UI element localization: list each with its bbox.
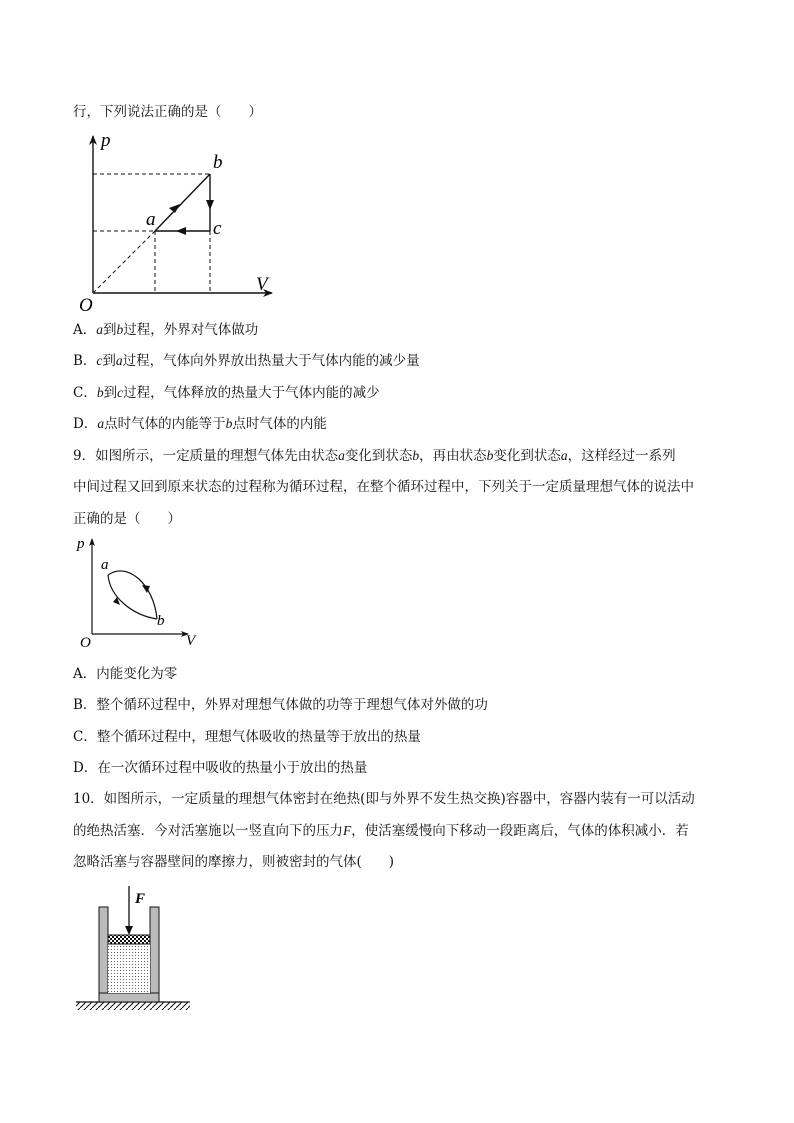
q9-label-v: V xyxy=(186,633,196,649)
q9-label-b: b xyxy=(157,613,165,629)
q9-option-c: C．整个循环过程中，理想气体吸收的热量等于放出的热量 xyxy=(73,729,421,745)
q8-line-a-to-b xyxy=(155,174,210,231)
q10-container-bottom xyxy=(99,993,159,1002)
q9-label-o: O xyxy=(80,635,91,651)
q8-label-c: c xyxy=(213,218,222,239)
q9-label-a: a xyxy=(101,557,109,573)
q10-stem-line-2: 的绝热活塞．今对活塞施以一竖直向下的压力F，使活塞缓慢向下移动一段距离后，气体的体积减小．若 xyxy=(73,823,689,839)
q10-stem-line-3: 忽略活塞与容器壁间的摩擦力，则被密封的气体( ) xyxy=(73,854,395,870)
q8-arrow-a-to-b xyxy=(169,204,180,213)
q9-option-d: D．在一次循环过程中吸收的热量小于放出的热量 xyxy=(73,760,368,776)
q10-gas xyxy=(108,944,150,993)
q8-option-a: A．a到b过程，外界对气体做功 xyxy=(73,322,259,338)
q8-label-p: p xyxy=(101,130,111,151)
q10-container-diagram xyxy=(74,882,194,1017)
q8-label-o: O xyxy=(79,295,93,316)
q8-label-v: V xyxy=(256,274,268,295)
q10-container-left-wall xyxy=(99,907,108,1002)
q8-label-a: a xyxy=(146,209,156,230)
q8-label-b: b xyxy=(213,152,223,173)
q9-stem-line-1: 9．如图所示，一定质量的理想气体先由状态a变化到状态b，再由状态b变化到状态a，这样经过一系列 xyxy=(73,448,676,464)
q8-option-d: D．a点时气体的内能等于b点时气体的内能 xyxy=(73,416,327,432)
q8-arrow-b-to-c xyxy=(206,200,214,210)
q8-arrow-c-to-a xyxy=(176,227,186,235)
q8-option-b: B．c到a过程，气体向外界放出热量大于气体内能的减少量 xyxy=(73,353,420,369)
q10-force-arrow-head xyxy=(125,926,133,935)
q10-container-right-wall xyxy=(150,907,159,1002)
q10-piston xyxy=(108,935,150,944)
q9-stem-line-2: 中间过程又回到原来状态的过程称为循环过程，在整个循环过程中，下列关于一定质量理想气体的说法中 xyxy=(73,479,694,495)
q8-pv-diagram xyxy=(76,130,276,316)
q8-option-c: C．b到c过程，气体释放的热量大于气体内能的减少 xyxy=(73,385,380,401)
q8-dash-origin-a xyxy=(93,231,155,293)
q9-option-b: B．整个循环过程中，外界对理想气体做的功等于理想气体对外做的功 xyxy=(73,697,488,713)
q10-stem-line-1: 10．如图所示，一定质量的理想气体密封在绝热(即与外界不发生热交换)容器中，容器内装有一可以活动 xyxy=(73,791,695,807)
q10-ground-hatch xyxy=(76,1002,190,1010)
q9-curve-b-to-a xyxy=(108,575,157,619)
q10-label-f: F xyxy=(135,891,146,907)
q9-label-p: p xyxy=(77,536,85,552)
q9-option-a: A．内能变化为零 xyxy=(73,666,178,682)
q8-stem-tail: 行，下列说法正确的是（ ） xyxy=(73,104,262,120)
q9-stem-line-3: 正确的是（ ） xyxy=(73,511,181,527)
q9-pv-cycle-diagram xyxy=(76,535,206,651)
